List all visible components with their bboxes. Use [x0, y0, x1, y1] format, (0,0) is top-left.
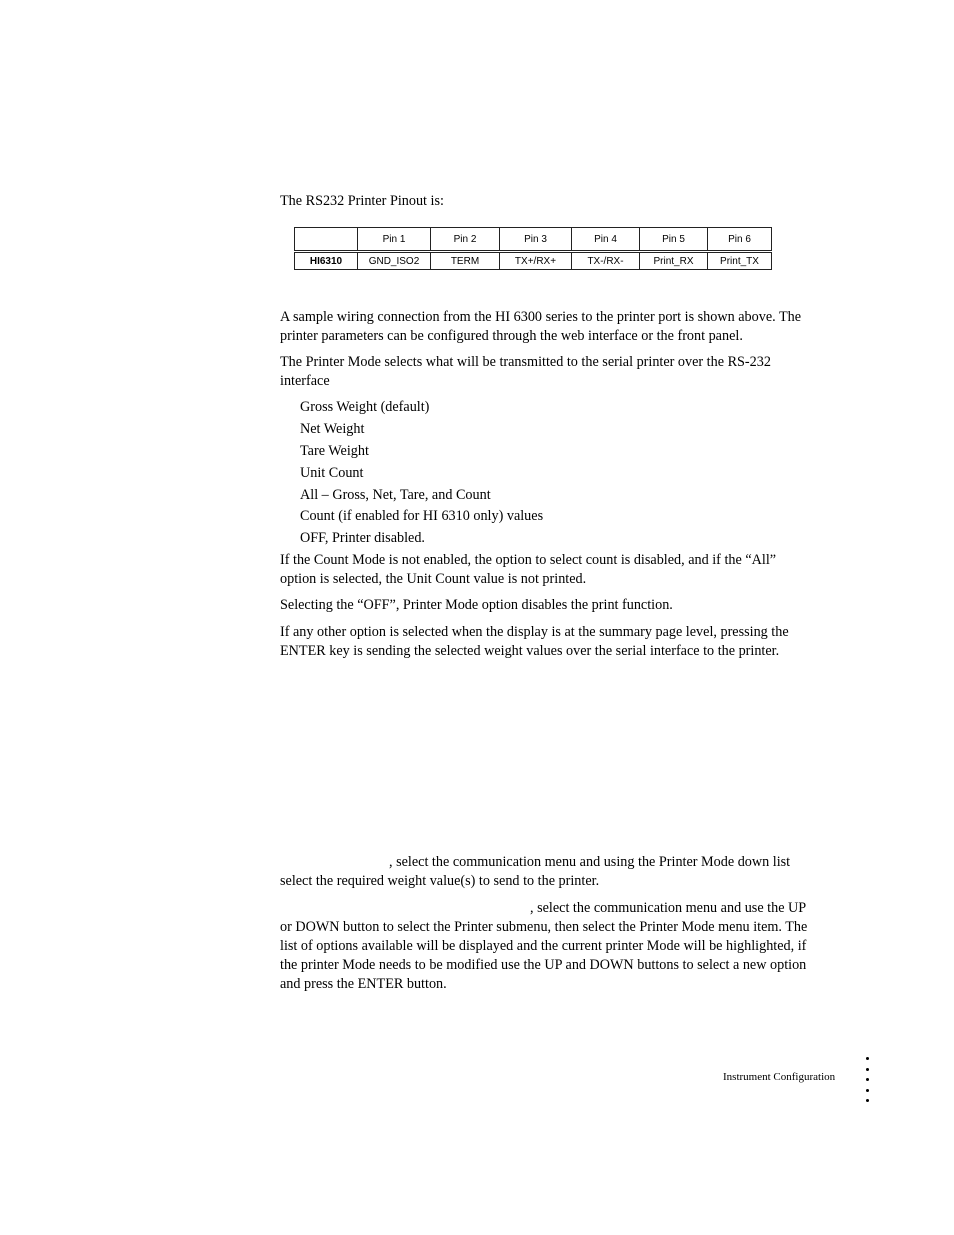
mode-option-all: All – Gross, Net, Tare, and Count — [300, 487, 491, 503]
pinout-cell-pin2: TERM — [431, 252, 500, 270]
pinout-header-row — [295, 228, 772, 252]
pinout-header-pin6: Pin 6 — [708, 228, 772, 252]
footer-dot — [866, 1078, 869, 1081]
pinout-row-label: HI6310 — [295, 252, 358, 270]
footer-dot — [866, 1089, 869, 1092]
web-interface-paragraph: , select the communication menu and using the Printer Mode down list select the required weight value(s) to send to the printer. — [280, 854, 791, 889]
front-panel-paragraph: , select the communication menu and use the UP or DOWN button to select the Printer submenu, then select the Printer Mode menu item. The list of options available will be displayed and the current printer Mode will be highlighted, if the printer Mode needs to be modified use the UP and DOWN buttons to select a new option and press the ENTER button. — [280, 900, 808, 992]
pinout-data-row — [295, 252, 772, 270]
pinout-cell-pin6: Print_TX — [708, 252, 772, 270]
pinout-cell-pin1: GND_ISO2 — [358, 252, 431, 270]
pinout-header-pin4: Pin 4 — [572, 228, 640, 252]
pinout-header-blank — [295, 228, 358, 252]
mode-option-count: Count (if enabled for HI 6310 only) values — [300, 508, 544, 524]
pinout-intro: The RS232 Printer Pinout is: — [280, 193, 444, 209]
footer-dot — [866, 1068, 869, 1071]
pinout-cell-pin3: TX+/RX+ — [500, 252, 572, 270]
mode-option-gross: Gross Weight (default) — [300, 399, 430, 415]
pinout-cell-pin5: Print_RX — [640, 252, 708, 270]
footer-dot — [866, 1099, 869, 1102]
footer-dot — [866, 1057, 869, 1060]
footer-section-title: Instrument Configuration — [723, 1071, 836, 1083]
pinout-header-pin3: Pin 3 — [500, 228, 572, 252]
pinout-table — [294, 227, 772, 270]
printer-mode-paragraph: The Printer Mode selects what will be transmitted to the serial printer over the RS-232 interface — [280, 354, 771, 389]
mode-option-unit-count: Unit Count — [300, 465, 364, 481]
pinout-header-pin2: Pin 2 — [431, 228, 500, 252]
count-mode-paragraph: If the Count Mode is not enabled, the option to select count is disabled, and if the “All” option is selected, the Unit Count value is not printed. — [280, 552, 777, 587]
pinout-header-pin5: Pin 5 — [640, 228, 708, 252]
wiring-paragraph: A sample wiring connection from the HI 6300 series to the printer port is shown above. The printer parameters can be configured through the web interface or the front panel. — [280, 309, 802, 344]
pinout-header-pin1: Pin 1 — [358, 228, 431, 252]
enter-key-paragraph: If any other option is selected when the display is at the summary page level, pressing the ENTER key is sending the selected weight values over the serial interface to the printer. — [280, 624, 789, 659]
mode-option-net: Net Weight — [300, 421, 365, 437]
mode-option-tare: Tare Weight — [300, 443, 369, 459]
pinout-cell-pin4: TX-/RX- — [572, 252, 640, 270]
mode-option-off: OFF, Printer disabled. — [300, 530, 425, 546]
off-option-paragraph: Selecting the “OFF”, Printer Mode option disables the print function. — [280, 597, 673, 613]
footer-dots-decoration — [866, 1057, 870, 1110]
